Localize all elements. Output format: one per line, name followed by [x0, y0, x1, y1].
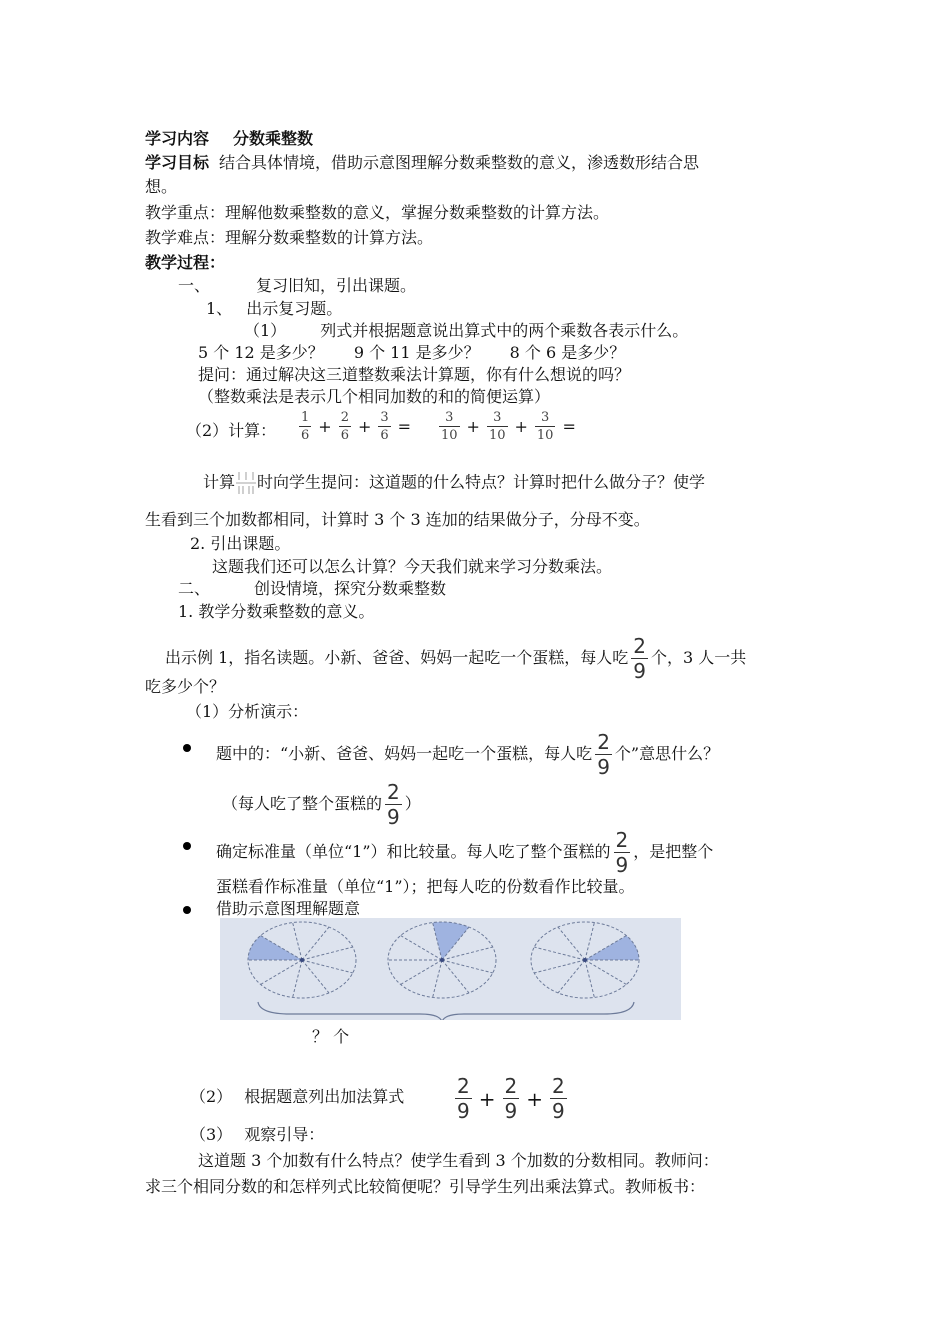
bullet3-text: 借助示意图理解题意 [216, 899, 361, 918]
bullet-dot [183, 744, 191, 752]
part1-title: 复习旧知，引出课题。 [256, 276, 417, 295]
part2-heading: 二、 创设情境，探究分数乘整数 [178, 579, 447, 598]
fraction-two-ninths: $\frac{2}{9}$ [387, 780, 400, 829]
goal-line [145, 152, 699, 174]
tiny-fraction-icon [235, 470, 257, 496]
fraction: $\frac{3}{10}$ [488, 410, 506, 443]
calc-expr-1: $\frac{1}{6}$ + $\frac{2}{6}$ + $\frac{3}{6}$ = [301, 410, 412, 443]
cake-diagram [220, 918, 681, 1020]
part1-heading: 一、 复习旧知，引出课题。 [178, 276, 417, 295]
example-line-2: 吃多少个？ [145, 677, 226, 696]
content-label: 学习内容 分数乘整数 [145, 129, 314, 148]
fraction: $\frac{3}{10}$ [441, 410, 458, 443]
bullet1-answer: （每人吃了整个蛋糕的 $\frac{2}{9}$ ） [222, 780, 421, 829]
sub2-title: 2. 引出课题。 [190, 534, 291, 553]
goal-label: 学习目标 [145, 153, 210, 172]
calc-expr-2: $\frac{3}{10}$ + $\frac{3}{10}$ + $\frac{3}{10}$ = [441, 410, 576, 443]
addition-expression: $\frac{2}{9}$ + $\frac{2}{9}$ + $\frac{2}{9}$ [457, 1074, 565, 1123]
bullet-dot [183, 842, 191, 850]
answer-text: （整数乘法是表示几个相同加数的和的简便运算） [198, 387, 551, 406]
bullet2-line-2: 蛋糕看作标准量（单位“1”）；把每人吃的份数看作比较量。 [216, 877, 635, 896]
fraction-two-ninths: $\frac{2}{9}$ [597, 730, 610, 779]
fraction-two-ninths: $\frac{2}{9}$ [633, 634, 647, 683]
fraction: $\frac{1}{6}$ [301, 410, 310, 443]
example-line: 出示例 1，指名读题。小新、爸爸、妈妈一起吃一个蛋糕，每人吃 $\frac{2}{9}$ 个，3 人一共 [165, 634, 747, 683]
step2-line: （2） 根据题意列出加法算式 [190, 1087, 405, 1106]
bullet-dot [183, 906, 191, 914]
difficulty: 教学难点：理解分数乘整数的计算方法。 [145, 228, 434, 247]
q1-line: （1） 列式并根据题意说出算式中的两个乘数各表示什么。 [244, 321, 689, 340]
bullet1-line: 题中的：“小新、爸爸、妈妈一起吃一个蛋糕，每人吃 $\frac{2}{9}$ 个”意思什么？ [216, 730, 720, 779]
ask-text: 提问：通过解决这三道整数乘法计算题，你有什么想说的吗？ [198, 365, 631, 384]
part2-title: 创设情境，探究分数乘整数 [254, 579, 447, 598]
q-c: 8 个 6 是多少？ [509, 343, 626, 362]
fraction: $\frac{3}{6}$ [380, 410, 389, 443]
step3-line: （3） 观察引导： [190, 1125, 325, 1144]
part2-sub1: 1. 教学分数乘整数的意义。 [178, 602, 375, 621]
analysis-label: （1）分析演示： [186, 702, 309, 721]
bullet2-line: 确定标准量（单位“1”）和比较量。每人吃了整个蛋糕的 $\frac{2}{9}$ ，是把整个 [216, 828, 714, 877]
calc-label: （2）计算： [186, 421, 277, 440]
fraction: $\frac{3}{10}$ [536, 410, 554, 443]
q-a: 5 个 12 是多少？ [198, 343, 324, 362]
key-point: 教学重点：理解他数乘整数的意义，掌握分数乘整数的计算方法。 [145, 203, 610, 222]
goal-text-2: 想。 [145, 177, 178, 196]
calc-note: 计算 时向学生提问：这道题的什么特点？计算时把什么做分子？使学 [203, 470, 705, 496]
sub2-text: 这题我们还可以怎么计算？今天我们就来学习分数乘法。 [212, 557, 613, 576]
fraction-two-ninths: $\frac{2}{9}$ [552, 1074, 565, 1123]
fraction-two-ninths: $\frac{2}{9}$ [504, 1074, 518, 1123]
para-2: 求三个相同分数的和怎样列式比较简便呢？引导学生列出乘法算式。教师板书： [145, 1177, 706, 1196]
q-list [198, 342, 625, 364]
process-label: 教学过程： [145, 253, 226, 272]
fraction: $\frac{2}{6}$ [340, 410, 349, 443]
calc-note-2: 生看到三个加数都相同，计算时 3 个 3 连加的结果做分子，分母不变。 [145, 510, 650, 529]
content-value: 分数乘整数 [233, 129, 314, 148]
fraction-two-ninths: $\frac{2}{9}$ [457, 1074, 470, 1123]
para-1: 这道题 3 个加数有什么特点？使学生看到 3 个加数的分数相同。教师问： [198, 1151, 719, 1170]
brace-label: ？ 个 [312, 1027, 350, 1046]
goal-text: 结合具体情境，借助示意图理解分数乘整数的意义，渗透数形结合思 [219, 153, 700, 172]
fraction-two-ninths: $\frac{2}{9}$ [615, 828, 629, 877]
part1-sub1: 1、 出示复习题。 [206, 299, 343, 318]
q-b: 9 个 11 是多少？ [353, 343, 480, 362]
